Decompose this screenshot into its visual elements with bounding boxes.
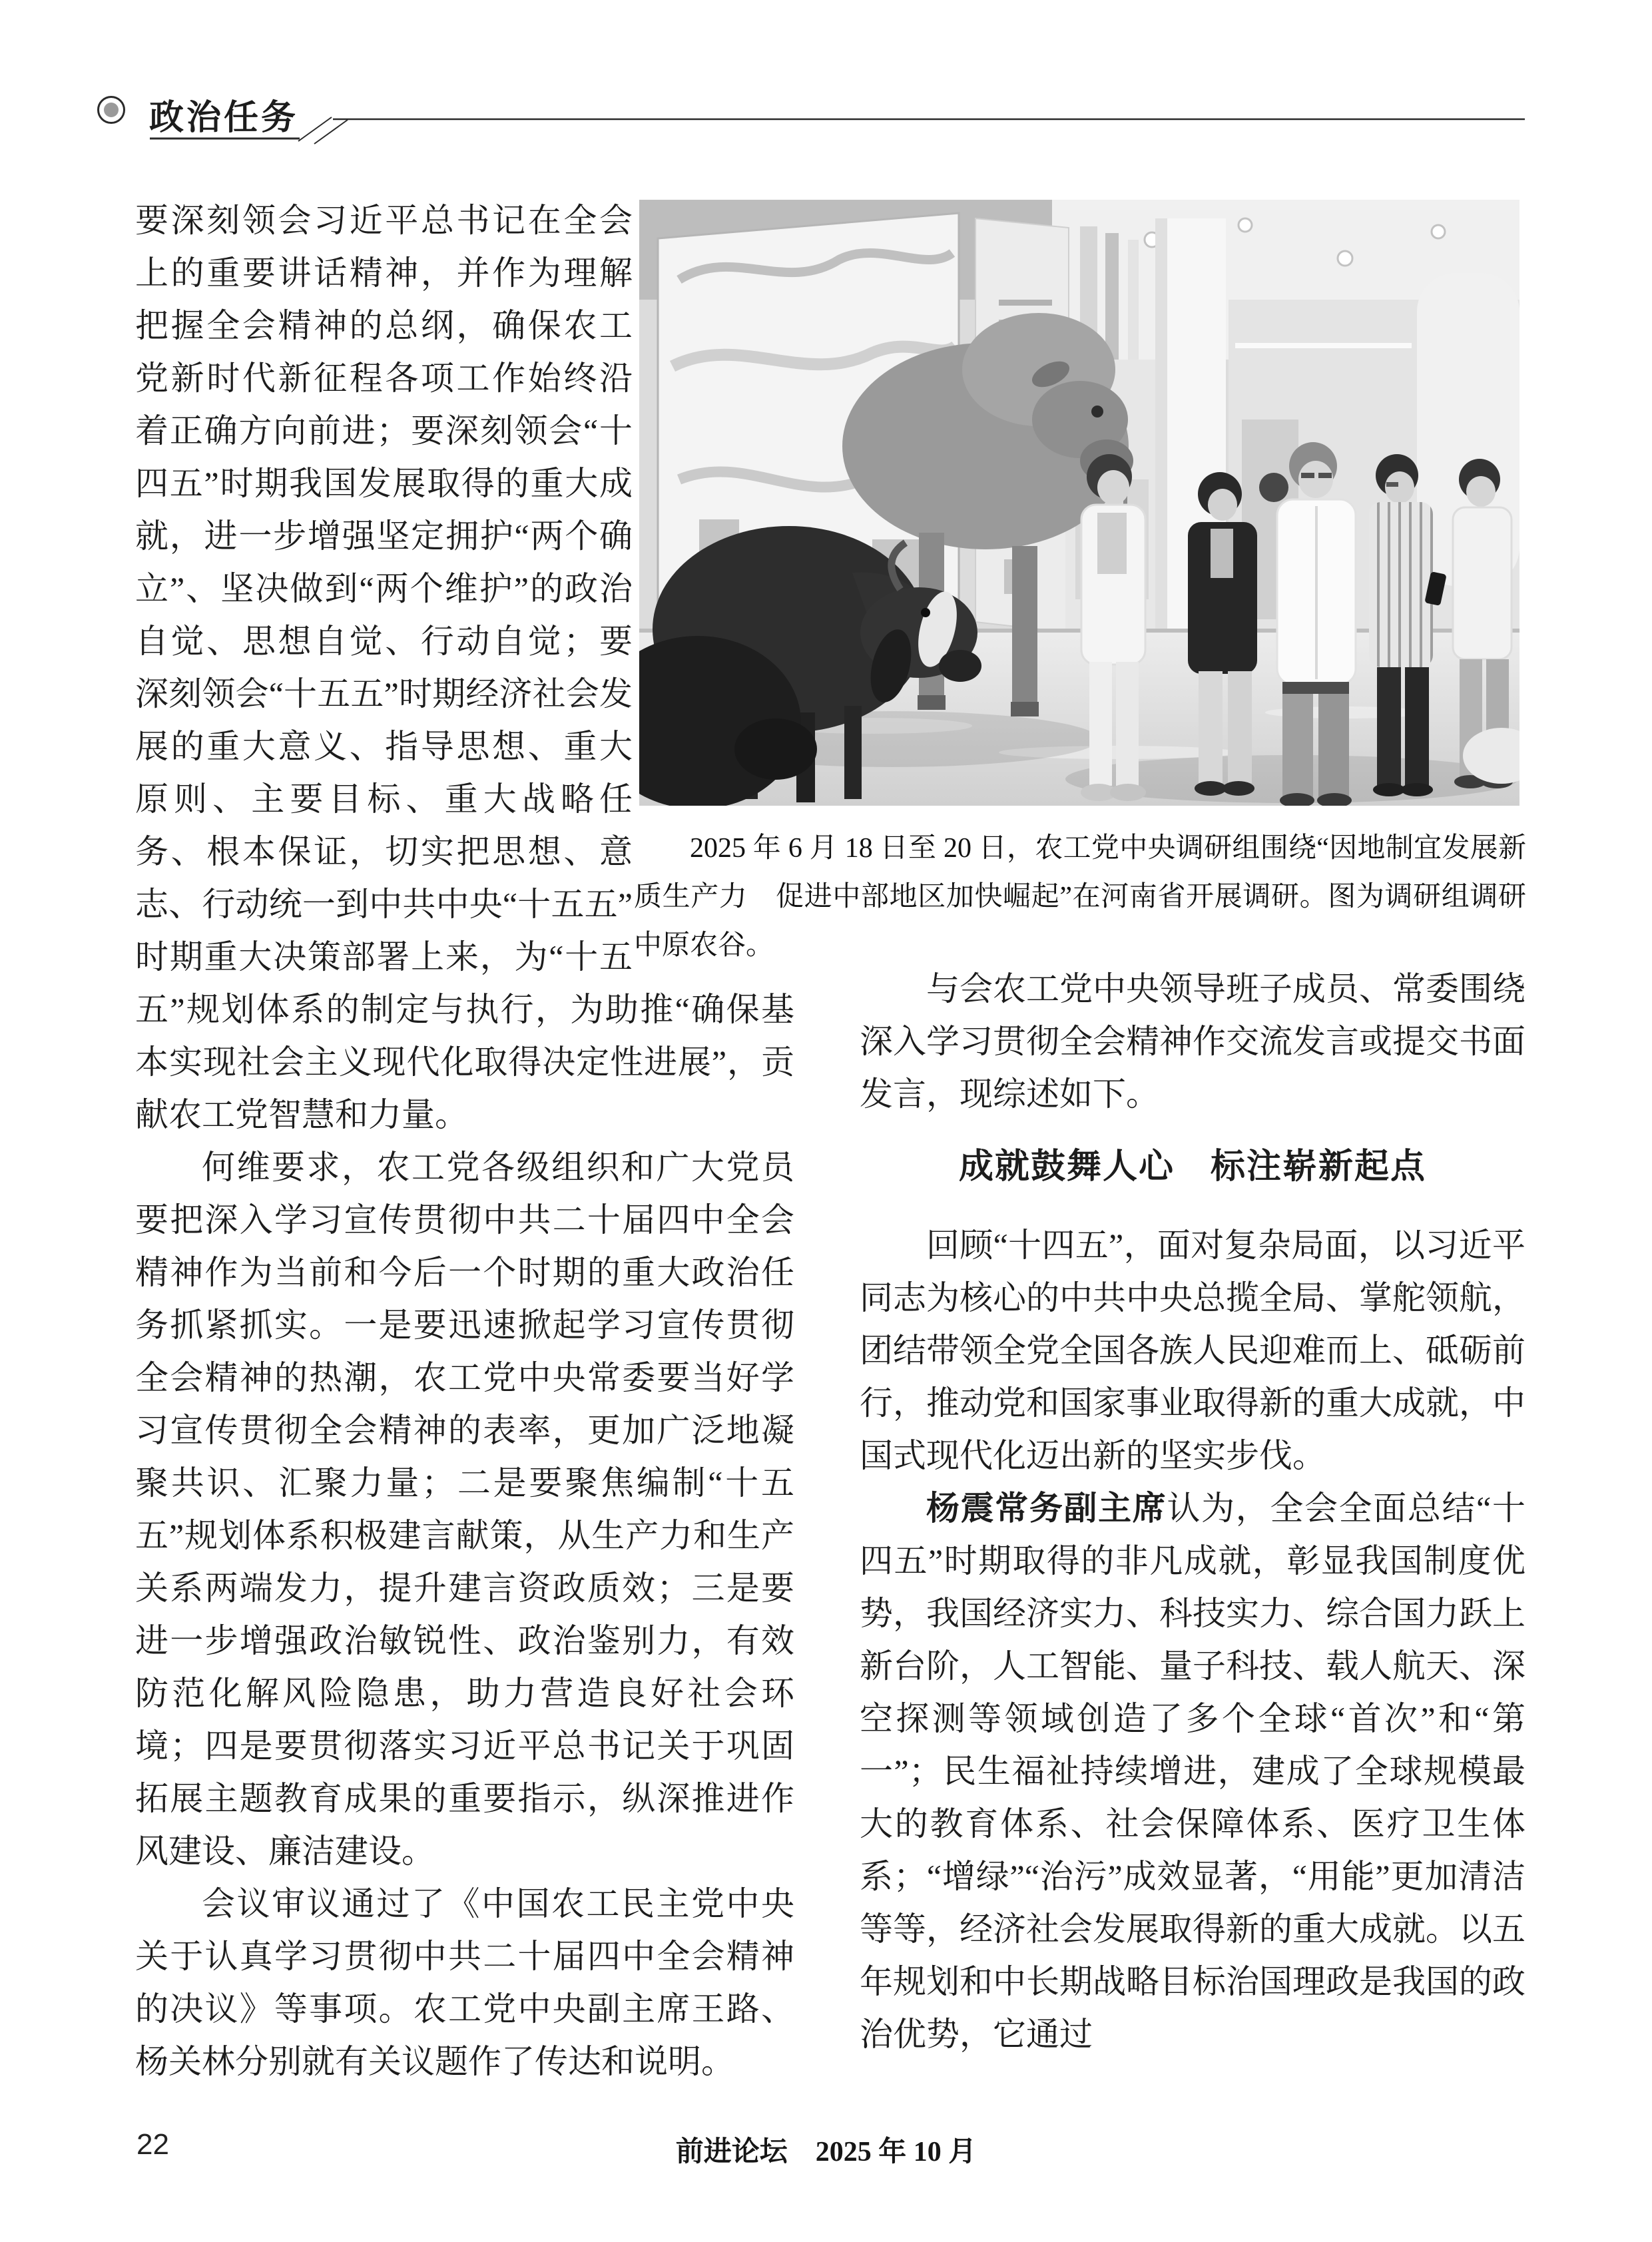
section-bullet-icon bbox=[97, 96, 125, 124]
subsection-heading: 成就鼓舞人心 标注崭新起点 bbox=[958, 1147, 1426, 1186]
body-paragraph: 要深刻领会习近平总书记在全会上的重要讲话精神，并作为理解把握全会精神的总纲，确保农工党新时代新征程各项工作始终沿着正确方向前进；要深刻领会“十四五”时期我国发展取得的重大成就，进一步增强坚定拥护“两个确立”、坚决做到“两个维护”的政治自觉、思想自觉、行动自觉；要深刻领会“十五五”时期经济社会发展的重大意义、指导思想、重大原则、主要目标、重大战略任务、根本保证，切实把思想、意志、行动统一到中共中央“十五五”时期重大决策部署上来，为“十五五”规划体系的制定与执行，为助推“确保基本实现社会主义现代化取得决定性进展”，贡献农工党智慧和力量。 bbox=[135, 202, 794, 1133]
journal-footer: 前进论坛 2025 年 10 月 bbox=[675, 2137, 977, 2167]
speaker-name: 杨震常务副主席 bbox=[926, 1490, 1167, 1527]
body-paragraph: 回顾“十四五”，面对复杂局面，以习近平同志为核心的中共中央总揽全局、掌舵领航，团结带领全党全国各族人民迎难而上、砥砺前行，推动党和国家事业取得新的重大成就，中国式现代化迈出新的坚实步伐。 bbox=[860, 1227, 1525, 1474]
page-number: 22 bbox=[137, 2128, 169, 2161]
right-column bbox=[860, 963, 1525, 2061]
speaker-remarks: 认为，全会全面总结“十四五”时期取得的非凡成就，彰显我国制度优势，我国经济实力、科技实力、综合国力跃上新台阶，人工智能、量子科技、载人航天、深空探测等领域创造了多个全球“首次”和“第一”；民生福祉持续增进，建成了全球规模最大的教育体系、社会保障体系、医疗卫生体系；“增绿”“治污”成效显著，“用能”更加清洁等等，经济社会发展取得新的重大成就。以五年规划和中长期战略目标治国理政是我国的政治优势，它通过 bbox=[860, 1490, 1525, 2053]
body-paragraph: 会议审议通过了《中国农工民主党中央关于认真学习贯彻中共二十届四中全会精神的决议》等事项。农工党中央副主席王路、杨关林分别就有关议题作了传达和说明。 bbox=[135, 1885, 794, 2080]
visitor-partial-head bbox=[1259, 473, 1288, 502]
body-paragraph: 与会农工党中央领导班子成员、常委围绕深入学习贯彻全会精神作交流发言或提交书面发言，现综述如下。 bbox=[860, 970, 1525, 1113]
section-bullet-inner-dot bbox=[104, 103, 119, 117]
left-column bbox=[135, 194, 794, 2088]
body-paragraph bbox=[860, 1482, 1525, 2061]
header-divider bbox=[133, 112, 1528, 149]
body-paragraph: 何维要求，农工党各级组织和广大党员要把深入学习宣传贯彻中共二十届四中全会精神作为当前和今后一个时期的重大政治任务抓紧抓实。一是要迅速掀起学习宣传贯彻全会精神的热潮，农工党中央常委要当好学习宣传贯彻全会精神的表率，更加广泛地凝聚共识、汇聚力量；二是要聚焦编制“十五五”规划体系积极建言献策，从生产力和生产关系两端发力，提升建言资政质效；三是要进一步增强政治敏锐性、政治鉴别力，有效防范化解风险隐患，助力营造良好社会环境；四是要贯彻落实习近平总书记关于巩固拓展主题教育成果的重要指示，纵深推进作风建设、廉洁建设。 bbox=[135, 1149, 794, 1870]
section-label: 政治任务 bbox=[149, 99, 299, 137]
photo-caption: 2025 年 6 月 18 日至 20 日，农工党中央调研组围绕“因地制宜发展新质生产力 促进中部地区加快崛起”在河南省开展调研。图为调研组调研中原农谷。 bbox=[634, 833, 1526, 961]
photo-float-spacer bbox=[633, 194, 794, 977]
